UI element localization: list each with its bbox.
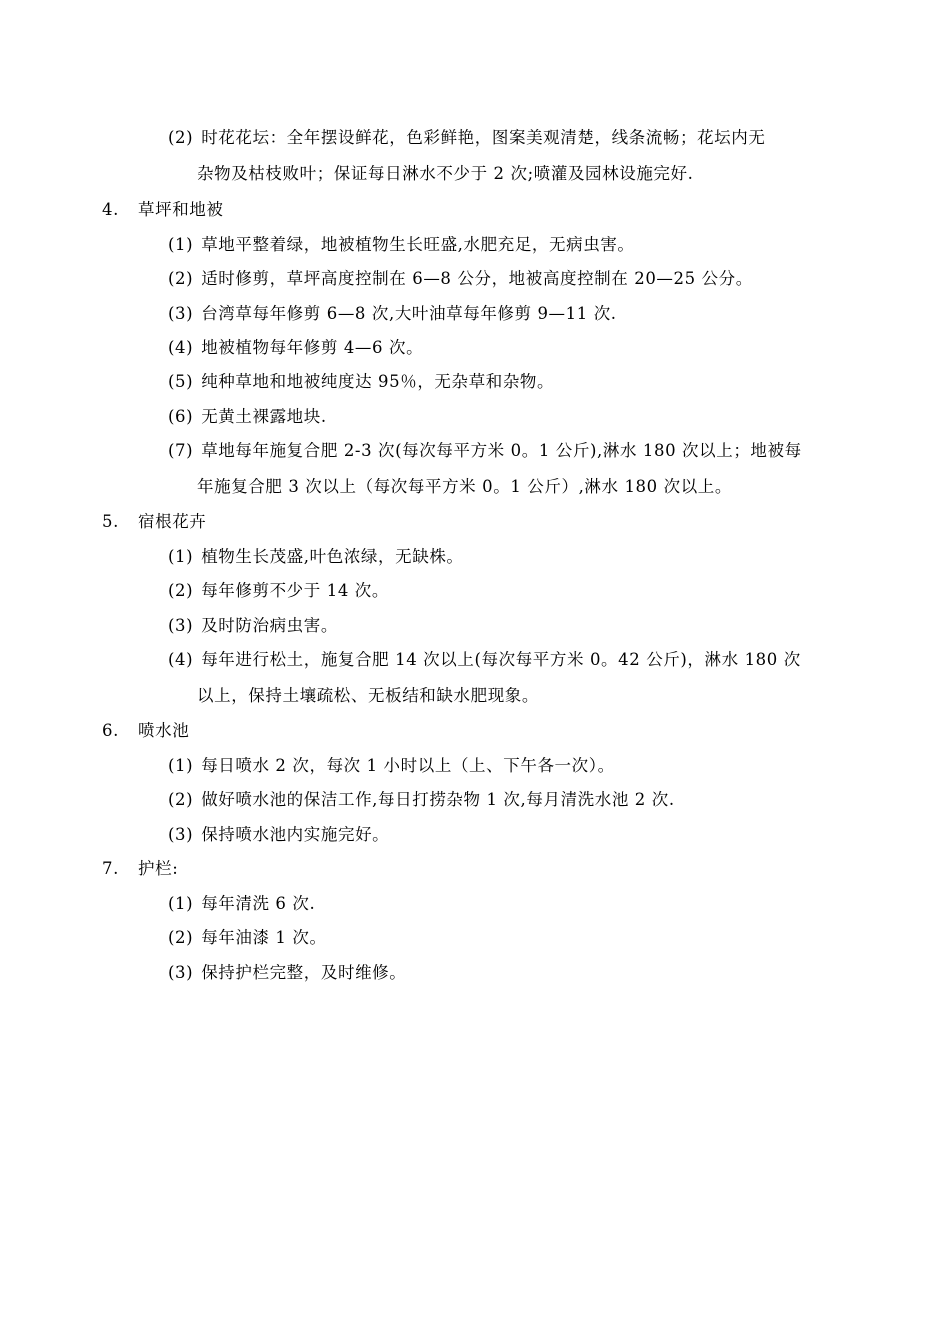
list-item xyxy=(168,579,389,603)
list-item xyxy=(168,233,635,257)
item-number: (5) xyxy=(168,372,194,391)
item-number: (6) xyxy=(168,407,194,426)
item-number: (1) xyxy=(168,756,194,775)
list-item xyxy=(168,648,801,672)
section-heading xyxy=(102,198,224,222)
item-number: (2) xyxy=(168,928,194,947)
item-number: (3) xyxy=(168,616,194,635)
section-title: 护栏: xyxy=(138,859,179,878)
item-text-continued: 杂物及枯枝败叶；保证每日淋水不少于 2 次;喷灌及园林设施完好. xyxy=(197,164,694,183)
item-text: 每年油漆 1 次。 xyxy=(201,928,327,947)
item-number: (2) xyxy=(168,581,194,600)
item-text: 每年修剪不少于 14 次。 xyxy=(201,581,389,600)
item-number: (2) xyxy=(168,790,194,809)
item-text: 保持护栏完整，及时维修。 xyxy=(201,963,407,982)
list-item xyxy=(168,302,617,326)
item-text-continued: 年施复合肥 3 次以上（每次每平方米 0。1 公斤）,淋水 180 次以上。 xyxy=(197,477,733,496)
list-item xyxy=(168,336,423,360)
section-title: 草坪和地被 xyxy=(138,200,224,219)
list-item xyxy=(168,545,464,569)
item-number: (3) xyxy=(168,304,194,323)
item-text: 地被植物每年修剪 4—6 次。 xyxy=(201,338,424,357)
section-title: 喷水池 xyxy=(138,721,190,740)
list-item xyxy=(168,961,406,985)
list-item xyxy=(168,892,315,916)
item-text: 每日喷水 2 次，每次 1 小时以上（上、下午各一次）。 xyxy=(201,756,615,775)
list-item xyxy=(168,788,675,812)
list-item xyxy=(168,126,766,150)
item-text: 纯种草地和地被纯度达 95％，无杂草和杂物。 xyxy=(201,372,555,391)
list-item xyxy=(168,823,389,847)
item-text: 每年清洗 6 次. xyxy=(201,894,316,913)
item-number: (3) xyxy=(168,963,194,982)
item-text: 无黄土裸露地块. xyxy=(201,407,327,426)
item-number: (4) xyxy=(168,338,194,357)
item-text: 台湾草每年修剪 6—8 次,大叶油草每年修剪 9—11 次. xyxy=(201,304,617,323)
list-item xyxy=(168,754,615,778)
list-item xyxy=(168,267,753,291)
item-text: 适时修剪，草坪高度控制在 6—8 公分，地被高度控制在 20—25 公分。 xyxy=(201,269,753,288)
item-text: 每年进行松土，施复合肥 14 次以上(每次每平方米 0。42 公斤)，淋水 180 次 xyxy=(201,650,801,669)
item-number: (1) xyxy=(168,547,194,566)
list-item xyxy=(168,370,554,394)
item-text: 时花花坛：全年摆设鲜花，色彩鲜艳，图案美观清楚，线条流畅；花坛内无 xyxy=(201,128,766,147)
item-text: 及时防治病虫害。 xyxy=(201,616,338,635)
item-number: (2) xyxy=(168,128,194,147)
item-text: 草地平整着绿，地被植物生长旺盛,水肥充足，无病虫害。 xyxy=(201,235,635,254)
section-heading xyxy=(102,510,206,534)
item-text: 草地每年施复合肥 2-3 次(每次每平方米 0。1 公斤),淋水 180 次以上；地被每 xyxy=(201,441,802,460)
list-item xyxy=(168,405,327,429)
section-title: 宿根花卉 xyxy=(138,512,207,531)
list-item xyxy=(168,439,802,463)
section-number: 4. xyxy=(102,200,119,219)
item-number: (7) xyxy=(168,441,194,460)
item-text-continued: 以上，保持土壤疏松、无板结和缺水肥现象。 xyxy=(197,686,539,705)
item-number: (1) xyxy=(168,235,194,254)
section-number: 6. xyxy=(102,721,119,740)
section-heading xyxy=(102,857,178,881)
section-number: 7. xyxy=(102,859,119,878)
item-text: 植物生长茂盛,叶色浓绿，无缺株。 xyxy=(201,547,464,566)
list-item xyxy=(168,926,327,950)
section-heading xyxy=(102,719,189,743)
item-number: (3) xyxy=(168,825,194,844)
item-text: 保持喷水池内实施完好。 xyxy=(201,825,390,844)
section-number: 5. xyxy=(102,512,119,531)
item-text: 做好喷水池的保洁工作,每日打捞杂物 1 次,每月清洗水池 2 次. xyxy=(201,790,675,809)
item-number: (1) xyxy=(168,894,194,913)
item-number: (2) xyxy=(168,269,194,288)
item-number: (4) xyxy=(168,650,194,669)
list-item xyxy=(168,614,338,638)
